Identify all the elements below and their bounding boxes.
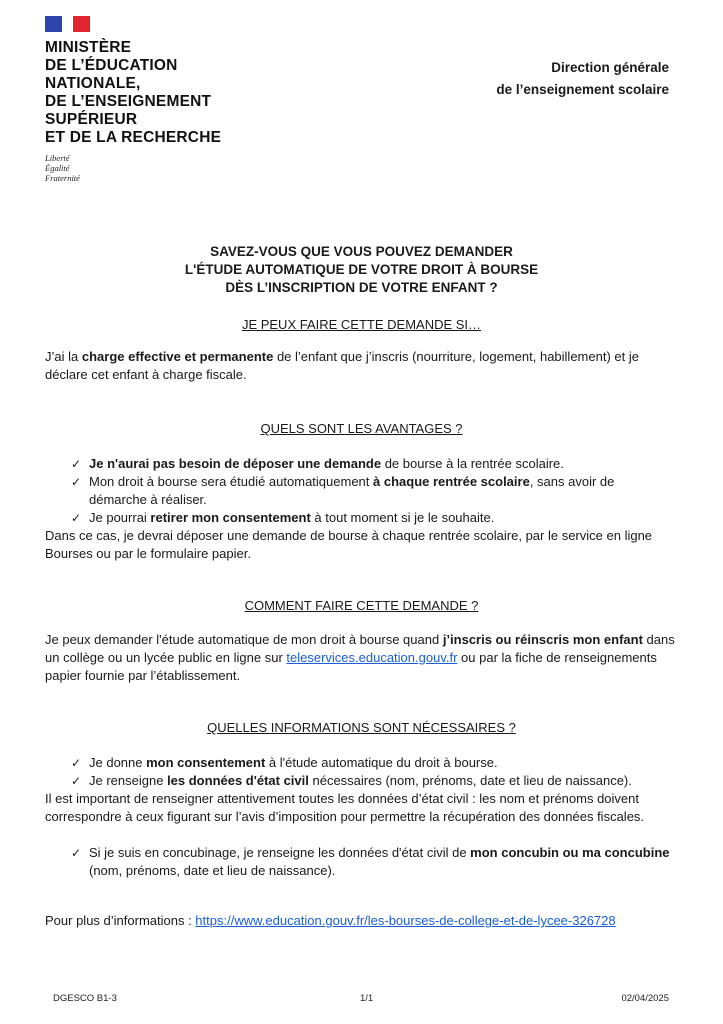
comment-paragraph: Je peux demander l'étude automatique de mon droit à bourse quand j’inscris ou réinscris mon enfant dans un collège ou un lycée public en ligne sur teleservices.education.gouv.fr ou par la fiche de renseignements papier fournie par l’établissement.: [45, 632, 675, 683]
avantages-note: Dans ce cas, je devrai déposer une demande de bourse à chaque rentrée scolaire, par le service en ligne Bourses ou par le formulaire papier.: [45, 528, 653, 561]
marianne-flag-icon: [45, 16, 90, 32]
list-item: ✓ Mon droit à bourse sera étudié automatiquement à chaque rentrée scolaire, sans avoir de démarche à réaliser.: [71, 474, 615, 507]
check-icon: ✓: [71, 846, 82, 860]
check-icon: ✓: [71, 511, 82, 525]
informations-note: Il est important de renseigner attentivement toutes les données d’état civil : les nom et prénoms doivent correspondre à ceux figurant sur l’avis d’imposition pour permettre la récupération des données fiscales.: [45, 791, 645, 824]
more-info: Pour plus d’informations : https://www.education.gouv.fr/les-bourses-de-college-et-de-lycee-326728: [45, 913, 616, 928]
check-icon: ✓: [71, 457, 82, 471]
direction-name: Direction générale de l’enseignement scolaire: [496, 60, 669, 97]
check-icon: ✓: [71, 774, 82, 788]
list-item: ✓ Si je suis en concubinage, je renseigne les données d'état civil de mon concubin ou ma concubine (nom, prénoms, date et lieu de naissance).: [71, 845, 670, 878]
ministry-logo: [45, 16, 221, 183]
list-item: ✓ Je n'aurai pas besoin de déposer une demande de bourse à la rentrée scolaire.: [71, 456, 564, 471]
heading-condition: JE PEUX FAIRE CETTE DEMANDE SI…: [241, 317, 482, 332]
heading-informations: QUELLES INFORMATIONS SONT NÉCESSAIRES ?: [207, 720, 516, 735]
heading-comment: COMMENT FAIRE CETTE DEMANDE ?: [244, 598, 479, 613]
check-icon: ✓: [71, 475, 82, 489]
republic-motto: Liberté Égalité Fraternité: [45, 153, 80, 183]
document-title: SAVEZ-VOUS QUE VOUS POUVEZ DEMANDER L'ÉTUDE AUTOMATIQUE DE VOTRE DROIT À BOURSE DÈS L’INSCRIPTION DE VOTRE ENFANT ?: [184, 244, 539, 295]
teleservices-link[interactable]: teleservices.education.gouv.fr: [286, 650, 458, 665]
heading-avantages: QUELS SONT LES AVANTAGES ?: [260, 421, 463, 436]
informations-list: [45, 754, 675, 790]
informations-list-2: [45, 844, 675, 880]
footer-date: 02/04/2025: [621, 993, 669, 1004]
ministry-name: MINISTÈRE DE L’ÉDUCATION NATIONALE, DE L’ENSEIGNEMENT SUPÉRIEUR ET DE LA RECHERCHE: [45, 39, 222, 146]
check-icon: ✓: [71, 756, 82, 770]
condition-paragraph: J’ai la charge effective et permanente de l’enfant que j’inscris (nourriture, logement, habillement) et je déclare cet enfant à charge fiscale.: [45, 349, 639, 382]
list-item: ✓ Je renseigne les données d'état civil nécessaires (nom, prénoms, date et lieu de naissance).: [71, 773, 632, 788]
list-item: ✓ Je pourrai retirer mon consentement à tout moment si je le souhaite.: [71, 510, 495, 525]
list-item: ✓ Je donne mon consentement à l'étude automatique du droit à bourse.: [71, 755, 498, 770]
footer-reference: DGESCO B1-3: [53, 993, 117, 1004]
footer-page-number: 1/1: [360, 993, 374, 1004]
avantages-list: [45, 455, 675, 527]
more-info-link[interactable]: https://www.education.gouv.fr/les-bourses-de-college-et-de-lycee-326728: [195, 913, 616, 928]
